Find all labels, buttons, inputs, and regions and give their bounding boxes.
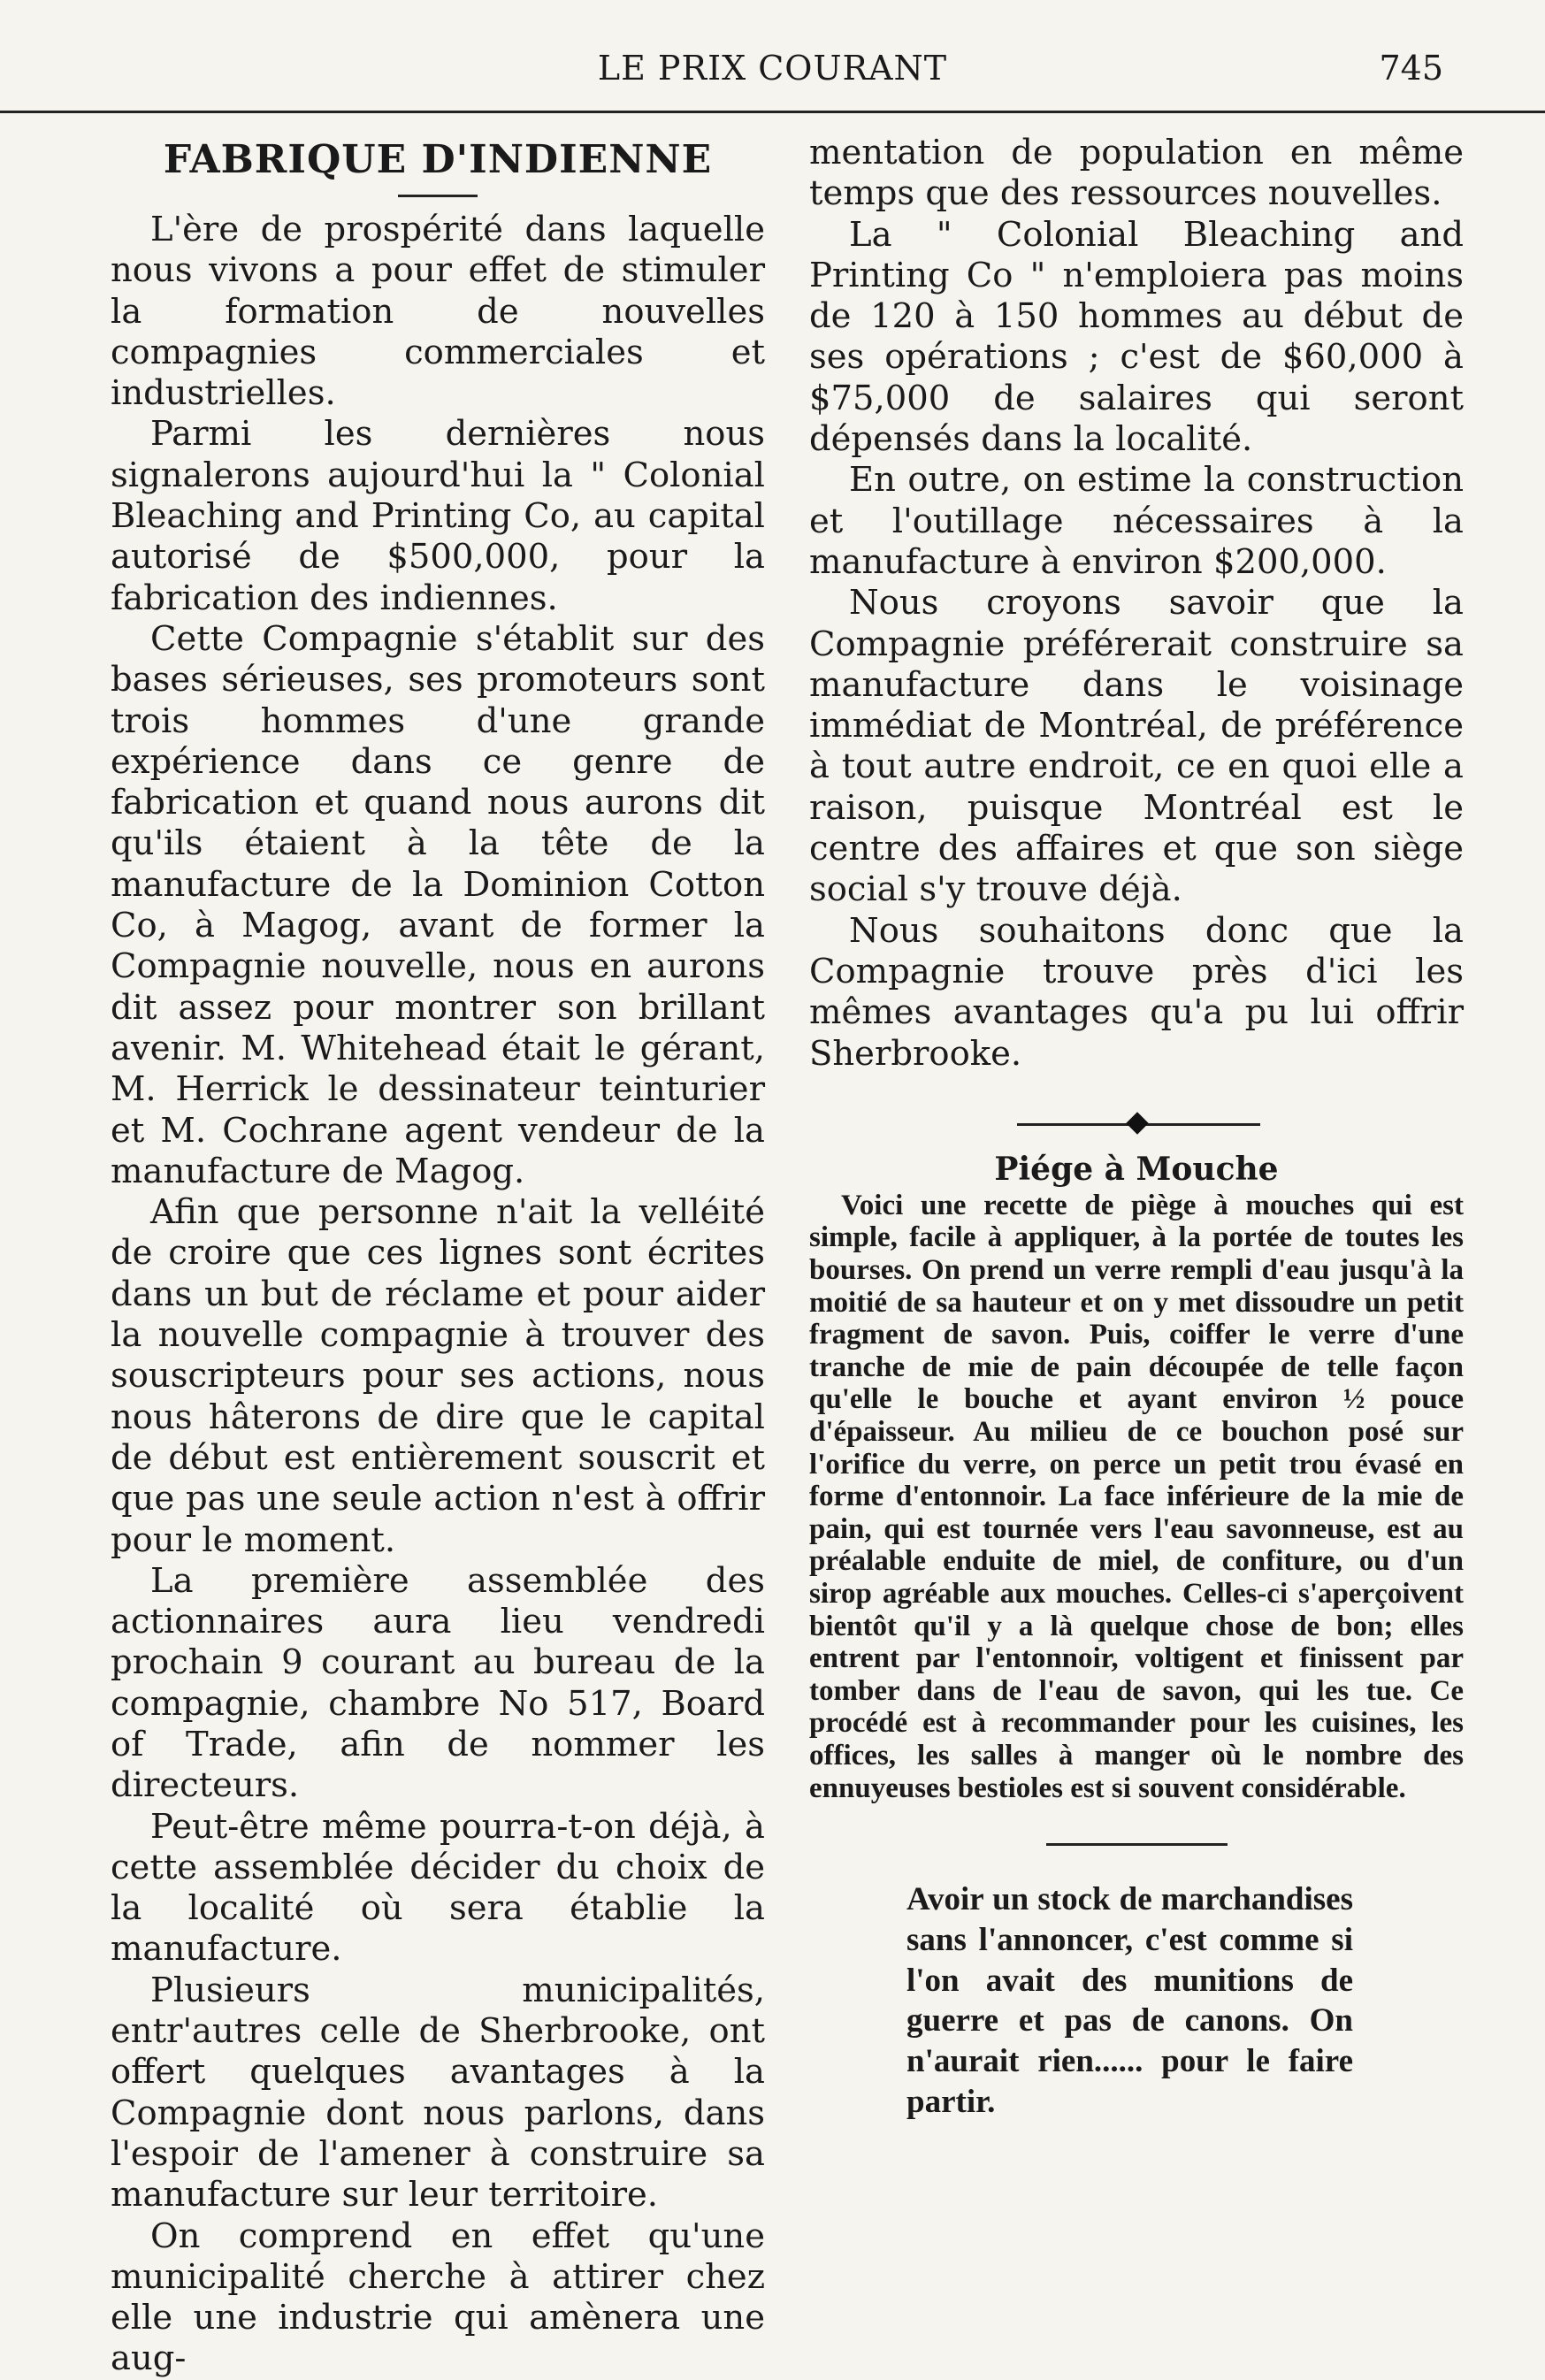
left-column [111, 133, 765, 2380]
paragraph: Plusieurs municipalités, entr'autres celle de Sherbrooke, ont offert quelques avantages à la Compagnie dont nous parlons, dans l'espoir de l'amener à construire sa manufacture sur leur territoire. [111, 1970, 765, 2215]
section-rule [1046, 1843, 1228, 1846]
paragraph: Voici une recette de piège à mouches qui est simple, facile à appliquer, à la portée de toutes les bourses. On prend un verre rempli d'eau jusqu'à la moitié de sa hauteur et on y met dissoudre un petit fragment de savon. Puis, coiffer le verre d'une tranche de mie de pain découpée de telle façon qu'elle le bouche et ayant environ ½ pouce d'épaisseur. Au milieu de ce bouchon posé sur l'orifice du verre, on perce un petit trou évasé en forme d'entonnoir. La face inférieure de la mie de pain, qui est tournée vers l'eau savonneuse, est au préalable enduite de miel, de confiture, ou d'un sirop agréable aux mouches. Celles-ci s'aperçoivent bientôt qu'il y a là quelque chose de bon; elles entrent par l'entonnoir, voltigent et finissent par tomber dans de l'eau de savon, qui les tue. Ce procédé est à recommander pour les cuisines, les offices, les salles à manger où le nombre des ennuyeuses bestioles est si souvent considérable. [809, 1189, 1464, 1804]
paragraph: mentation de population en même temps que des ressources nouvelles. [809, 133, 1464, 214]
advertising-maxim: Avoir un stock de marchandises sans l'annoncer, c'est comme si l'on avait des munitions de guerre et pas de canons. On n'aurait rien...... pour le faire partir. [906, 1881, 1353, 2120]
page-number: 745 [1379, 49, 1443, 88]
paragraph: Peut-être même pourra-t-on déjà, à cette assemblée décider du choix de la localité où sera établie la manufacture. [111, 1806, 765, 1970]
paragraph: Nous souhaitons donc que la Compagnie trouve près d'ici les mêmes avantages qu'a pu lui offrir Sherbrooke. [809, 910, 1464, 1074]
paragraph: L'ère de prospérité dans laquelle nous vivons a pour effet de stimuler la formation de nouvelles compagnies commerciales et industrielles. [111, 210, 765, 414]
article-title: FABRIQUE D'INDIENNE [163, 137, 713, 182]
paragraph: On comprend en effet qu'une municipalité cherche à attirer chez elle une industrie qui amènera une aug- [111, 2215, 765, 2379]
paragraph: Parmi les dernières nous signalerons aujourd'hui la " Colonial Bleaching and Printing Co, au capital autorisé de $500,000, pour la fabrication des indiennes. [111, 414, 765, 618]
paragraph: La première assemblée des actionnaires aura lieu vendredi prochain 9 courant au bureau de la compagnie, chambre No 517, Board of Trade, afin de nommer les directeurs. [111, 1560, 765, 1806]
header-rule [0, 111, 1545, 113]
paragraph: La " Colonial Bleaching and Printing Co " n'emploiera pas moins de 120 à 150 hommes au début de ses opérations ; c'est de $60,000 à $75,000 de salaires qui seront dépensés dans la localité. [809, 214, 1464, 460]
section-title: Piége à Mouche [994, 1150, 1279, 1188]
diamond-ornament-icon [1126, 1112, 1148, 1134]
paragraph: Afin que personne n'ait la velléité de croire que ces lignes sont écrites dans un but de réclame et pour aider la nouvelle compagnie à trouver des souscripteurs pour ses actions, nous nous hâterons de dire que le capital de début est entièrement souscrit et que pas une seule action n'est à offrir pour le moment. [111, 1192, 765, 1560]
paragraph: Cette Compagnie s'établit sur des bases sérieuses, ses promoteurs sont trois hommes d'une grande expérience dans ce genre de fabrication et quand nous aurons dit qu'ils étaient à la tête de la manufacture de la Dominion Cotton Co, à Magog, avant de former la Compagnie nouvelle, nous en aurons dit assez pour montrer son brillant avenir. M. Whitehead était le gérant, M. Herrick le dessinateur teinturier et M. Cochrane agent vendeur de la manufacture de Magog. [111, 618, 765, 1191]
ornament-divider [809, 1110, 1464, 1140]
paragraph: Nous croyons savoir que la Compagnie préférerait construire sa manufacture dans le voisinage immédiat de Montréal, de préférence à tout autre endroit, ce en quoi elle a raison, puisque Montréal est le centre des affaires et que son siège social s'y trouve déjà. [809, 583, 1464, 910]
right-column [809, 133, 1464, 2122]
running-header [0, 49, 1545, 102]
journal-title: LE PRIX COURANT [597, 49, 948, 88]
paragraph: En outre, on estime la construction et l'outillage nécessaires à la manufacture à environ $200,000. [809, 460, 1464, 582]
title-rule [398, 195, 478, 197]
fly-trap-article [809, 1190, 1464, 1804]
